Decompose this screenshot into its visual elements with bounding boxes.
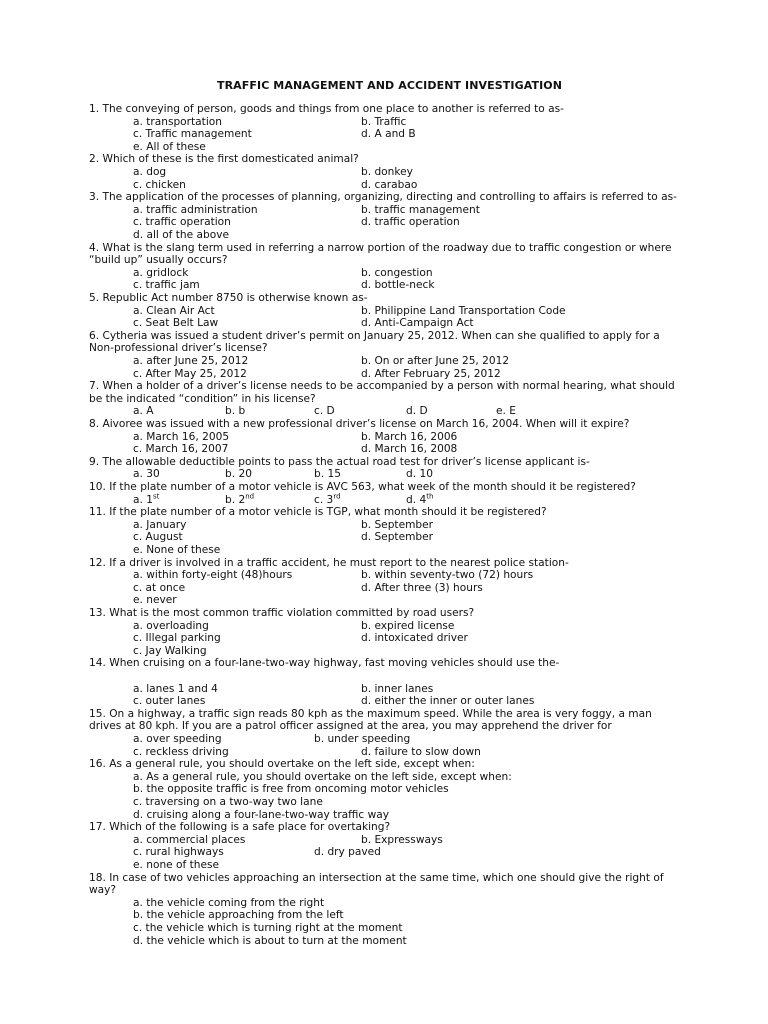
question-4-option: d. bottle-neck xyxy=(361,279,435,292)
question-9-option: a. 30 xyxy=(133,468,160,481)
question-11-option: d. September xyxy=(361,531,434,544)
question-7-text: be the indicated “condition” in his license? xyxy=(89,392,316,405)
question-10-option xyxy=(406,494,433,507)
question-12-option: c. at once xyxy=(133,581,186,594)
question-13-option: a. overloading xyxy=(133,619,209,632)
question-1-option: a. transportation xyxy=(133,115,222,128)
question-2-option: c. chicken xyxy=(133,178,186,191)
question-9-text: 9. The allowable deductible points to pass the actual road test for driver’s license applicant is- xyxy=(89,455,590,468)
question-15-text: drives at 80 kph. If you are a patrol officer assigned at the area, you may apprehend the driver for xyxy=(89,720,612,733)
question-17-option: e. none of these xyxy=(133,859,220,871)
question-2-option: b. donkey xyxy=(361,166,413,178)
question-16-option: d. cruising along a four-lane-two-way traffic way xyxy=(133,808,390,821)
option-label: a. 1 xyxy=(133,493,153,506)
question-7-text: 7. When a holder of a driver’s license needs to be accompanied by a person with normal hearing, what should xyxy=(89,380,675,393)
question-3-option: b. traffic management xyxy=(361,203,480,216)
question-17-text: 17. Which of the following is a safe place for overtaking? xyxy=(89,821,391,834)
question-10-text: 10. If the plate number of a motor vehicle is AVC 563, what week of the month should it be registered? xyxy=(89,481,636,493)
question-3-option: a. traffic administration xyxy=(133,203,258,216)
ordinal-suffix: nd xyxy=(245,492,255,501)
question-9-option: b. 15 xyxy=(314,468,341,481)
option-label: c. 3 xyxy=(314,493,334,506)
question-6-text: 6. Cytheria was issued a student driver’s permit on January 25, 2012. When can she qualified to apply for a xyxy=(89,329,660,342)
question-6-option: c. After May 25, 2012 xyxy=(133,367,247,380)
question-16-text: 16. As a general rule, you should overtake on the left side, except when: xyxy=(89,758,475,771)
question-18-text: way? xyxy=(89,884,117,897)
question-5-text: 5. Republic Act number 8750 is otherwise known as- xyxy=(89,292,368,304)
question-4-text: “build up” usually occurs? xyxy=(89,254,228,267)
question-15-option: c. reckless driving xyxy=(133,745,229,758)
question-6-option: a. after June 25, 2012 xyxy=(133,355,249,367)
question-4-option: a. gridlock xyxy=(133,266,189,279)
question-12-option: e. never xyxy=(133,594,177,607)
question-11-option: b. September xyxy=(361,518,434,531)
question-5-option: b. Philippine Land Transportation Code xyxy=(361,304,566,317)
question-12-option: d. After three (3) hours xyxy=(361,581,483,594)
question-15-option: a. over speeding xyxy=(133,733,222,745)
question-5-option: a. Clean Air Act xyxy=(133,304,215,317)
question-4-text: 4. What is the slang term used in referring a narrow portion of the roadway due to traffic congestion or where xyxy=(89,241,672,254)
question-6-option: d. After February 25, 2012 xyxy=(361,367,501,380)
question-3-text: 3. The application of the processes of planning, organizing, directing and controlling to affairs is referred to as- xyxy=(89,191,677,204)
question-2-option: a. dog xyxy=(133,166,167,178)
option-label: b. 2 xyxy=(225,493,246,506)
question-10-option xyxy=(314,494,341,507)
question-1-option: c. Traffic management xyxy=(133,128,252,141)
question-18-option: a. the vehicle coming from the right xyxy=(133,896,325,909)
question-13-option: d. intoxicated driver xyxy=(361,632,468,645)
question-8-option: d. March 16, 2008 xyxy=(361,443,458,456)
question-11-option: a. January xyxy=(133,518,187,531)
question-11-option: c. August xyxy=(133,531,183,544)
question-11-text: 11. If the plate number of a motor vehicle is TGP, what month should it be registered? xyxy=(89,506,547,519)
question-13-option: c. Jay Walking xyxy=(133,644,207,657)
question-18-option: d. the vehicle which is about to turn at the moment xyxy=(133,934,407,947)
question-3-option: c. traffic operation xyxy=(133,216,231,229)
question-4-option: c. traffic jam xyxy=(133,279,200,292)
question-5-option: d. Anti-Campaign Act xyxy=(361,317,474,330)
question-9-option: b. 20 xyxy=(225,468,252,481)
question-12-option: b. within seventy-two (72) hours xyxy=(361,569,534,582)
question-12-text: 12. If a driver is involved in a traffic accident, he must report to the nearest police station- xyxy=(89,556,569,569)
question-1-text: 1. The conveying of person, goods and things from one place to another is referred to as- xyxy=(89,103,564,115)
question-2-option: d. carabao xyxy=(361,178,418,191)
question-18-option: b. the vehicle approaching from the left xyxy=(133,909,344,922)
question-15-option: d. failure to slow down xyxy=(361,745,481,758)
question-14-option: a. lanes 1 and 4 xyxy=(133,682,218,695)
question-7-option: c. D xyxy=(314,405,335,418)
question-14-text: 14. When cruising on a four-lane-two-way highway, fast moving vehicles should use the- xyxy=(89,657,560,670)
question-8-text: 8. Aivoree was issued with a new professional driver’s license on March 16, 2004. When will it expire? xyxy=(89,418,630,430)
question-8-option: a. March 16, 2005 xyxy=(133,430,230,443)
question-18-text: 18. In case of two vehicles approaching an intersection at the same time, which one should give the right of xyxy=(89,871,664,884)
question-17-option: d. dry paved xyxy=(314,846,381,859)
question-7-option: a. A xyxy=(133,405,154,418)
question-7-option: b. b xyxy=(225,405,246,418)
question-1-option: e. All of these xyxy=(133,140,206,153)
question-6-option: b. On or after June 25, 2012 xyxy=(361,355,510,367)
question-13-option: b. expired license xyxy=(361,619,455,632)
question-5-option: c. Seat Belt Law xyxy=(133,317,219,330)
question-16-option: a. As a general rule, you should overtake on the left side, except when: xyxy=(133,770,512,783)
question-10-option xyxy=(225,494,254,507)
question-11-option: e. None of these xyxy=(133,544,221,556)
question-6-text: Non-professional driver’s license? xyxy=(89,342,268,355)
question-1-option: b. Traffic xyxy=(361,115,407,128)
question-15-text: 15. On a highway, a traffic sign reads 80 kph as the maximum speed. While the area is very foggy, a man xyxy=(89,707,652,720)
question-12-option: a. within forty-eight (48)hours xyxy=(133,569,293,582)
question-4-option: b. congestion xyxy=(361,266,433,279)
question-14-option: d. either the inner or outer lanes xyxy=(361,695,535,708)
question-15-option: b. under speeding xyxy=(314,733,411,745)
question-2-text: 2. Which of these is the first domesticated animal? xyxy=(89,153,359,166)
question-14-option: c. outer lanes xyxy=(133,695,206,708)
question-8-option: b. March 16, 2006 xyxy=(361,430,458,443)
question-18-option: c. the vehicle which is turning right at the moment xyxy=(133,922,403,934)
question-17-option: c. rural highways xyxy=(133,846,224,859)
question-7-option: e. E xyxy=(496,405,516,418)
question-13-option: c. Illegal parking xyxy=(133,632,221,645)
question-14-option: b. inner lanes xyxy=(361,682,434,695)
question-13-text: 13. What is the most common traffic violation committed by road users? xyxy=(89,607,475,619)
question-3-option: d. all of the above xyxy=(133,229,230,241)
ordinal-suffix: rd xyxy=(333,492,341,501)
question-1-option: d. A and B xyxy=(361,128,416,141)
question-8-option: c. March 16, 2007 xyxy=(133,443,229,456)
question-16-option: c. traversing on a two-way two lane xyxy=(133,796,323,808)
question-17-option: a. commercial places xyxy=(133,833,246,846)
question-7-option: d. D xyxy=(406,405,428,418)
question-3-option: d. traffic operation xyxy=(361,216,460,229)
question-9-option: d. 10 xyxy=(406,468,433,481)
question-17-option: b. Expressways xyxy=(361,833,443,846)
question-10-option xyxy=(133,494,159,507)
ordinal-suffix: th xyxy=(426,492,434,501)
ordinal-suffix: st xyxy=(152,492,160,501)
option-label: d. 4 xyxy=(406,493,427,506)
document-title: TRAFFIC MANAGEMENT AND ACCIDENT INVESTIGATION xyxy=(217,79,563,92)
question-16-option: b. the opposite traffic is free from oncoming motor vehicles xyxy=(133,783,449,796)
